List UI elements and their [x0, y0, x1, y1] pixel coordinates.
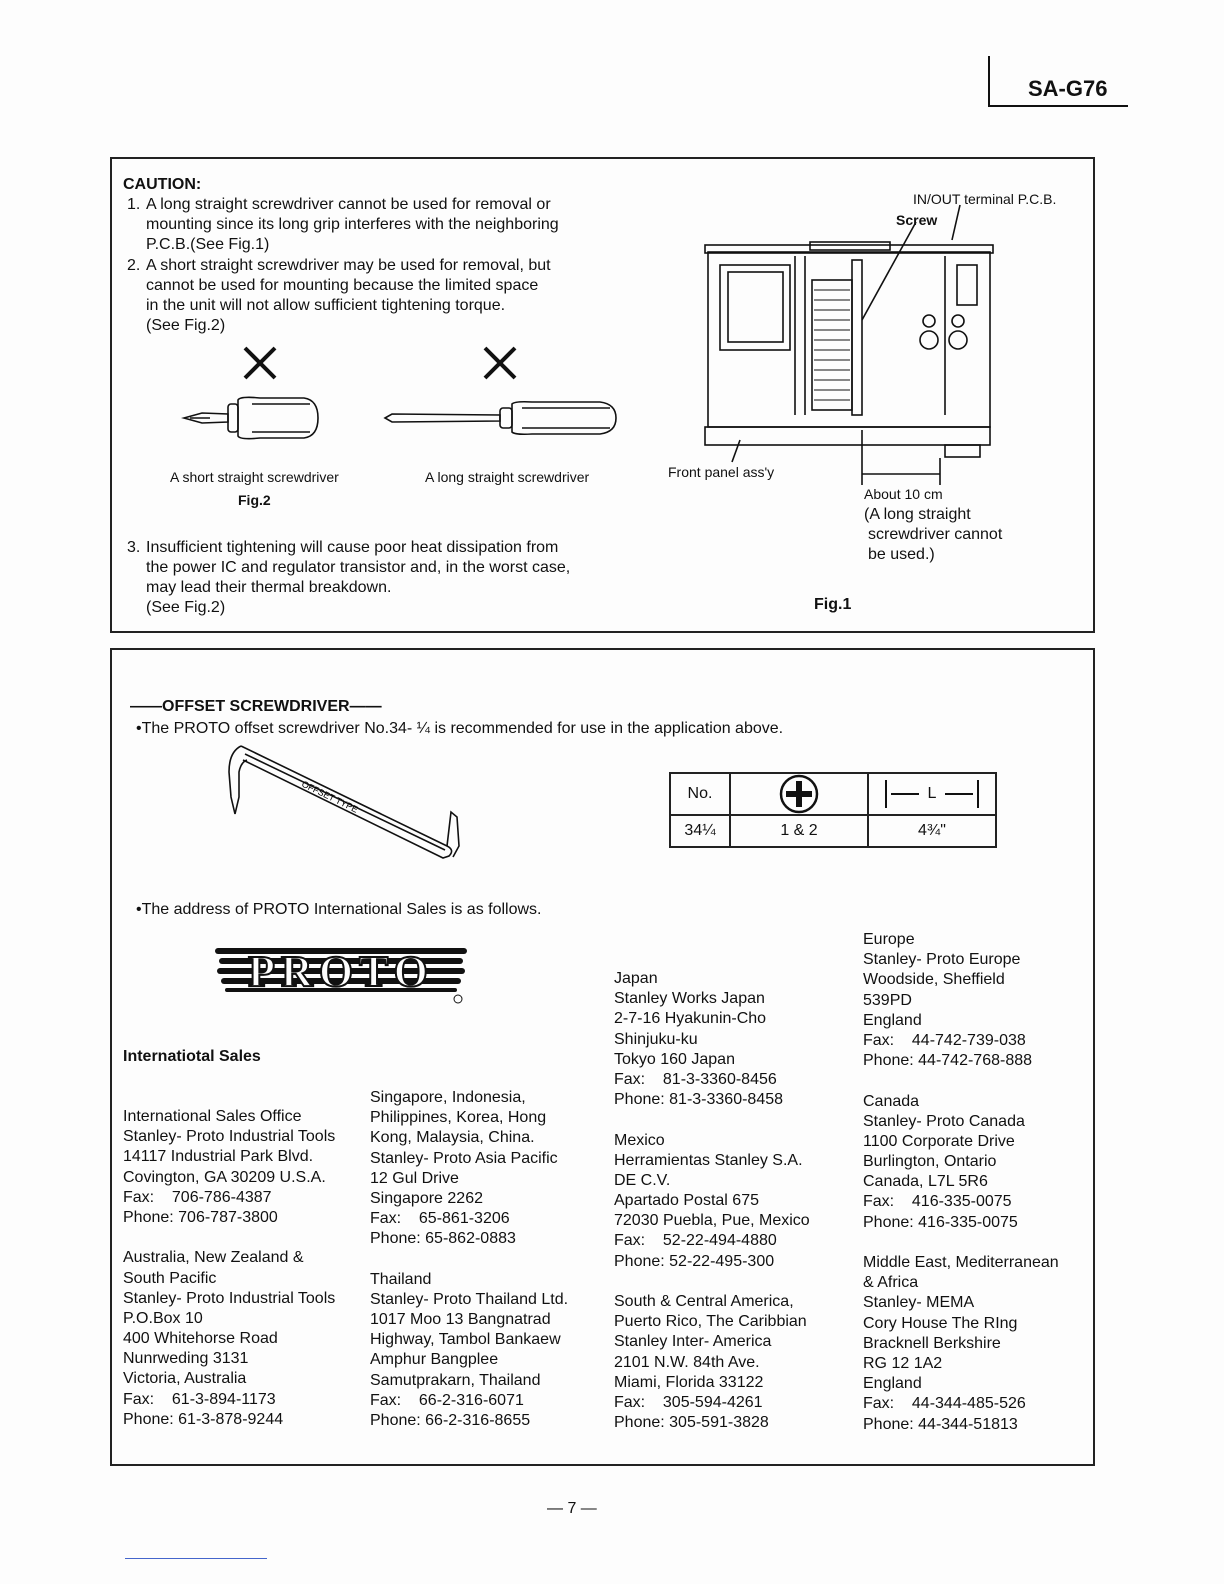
- fig1-label: Fig.1: [814, 596, 852, 613]
- screw-label: Screw: [896, 212, 938, 228]
- address-column-2: [370, 1088, 568, 1431]
- address-line: 72030 Puebla, Pue, Mexico: [614, 1212, 810, 1230]
- address-line: International Sales Office: [123, 1108, 302, 1125]
- spec-header-no: No.: [670, 773, 730, 815]
- cross-mark-icon: [485, 348, 515, 378]
- header-underline: [988, 105, 1128, 107]
- address-line: Phone: 706-787-3800: [123, 1208, 278, 1226]
- offset-tool-text: OFFSET TYPE: [300, 778, 360, 815]
- address-line: Highway, Tambol Bankaew: [370, 1331, 561, 1349]
- address-line: Victoria, Australia: [123, 1370, 247, 1388]
- address-line: Fax: 66-2-316-6071: [370, 1391, 524, 1409]
- offset-heading: ——OFFSET SCREWDRIVER——: [130, 698, 382, 715]
- address-line: Fax: 81-3-3360-8456: [614, 1070, 777, 1088]
- address-line: [863, 1071, 1059, 1091]
- address-line: Phone: 44-344-51813: [863, 1415, 1018, 1433]
- address-line: Phone: 65-862-0883: [370, 1230, 516, 1248]
- address-line: Apartado Postal 675: [614, 1192, 759, 1210]
- address-line: Miami, Florida 33122: [614, 1373, 764, 1391]
- address-line: Canada: [863, 1092, 920, 1110]
- address-line: Singapore, Indonesia,: [370, 1089, 526, 1106]
- address-line: Fax: 52-22-494-4880: [614, 1232, 777, 1250]
- address-line: Stanley Works Japan: [614, 990, 765, 1008]
- address-line: Burlington, Ontario: [863, 1153, 997, 1171]
- fig1-note-line-1: (A long straight: [864, 506, 971, 523]
- caution-title: CAUTION:: [123, 176, 202, 193]
- address-line: Stanley- Proto Thailand Ltd.: [370, 1290, 569, 1308]
- address-line: P.O.Box 10: [123, 1309, 203, 1327]
- address-line: Fax: 44-344-485-526: [863, 1395, 1026, 1413]
- address-line: Puerto Rico, The Caribbian: [614, 1313, 807, 1331]
- address-line: Phone: 52-22-495-300: [614, 1252, 775, 1270]
- address-line: Shinjuku-ku: [614, 1030, 698, 1048]
- address-line: Samutprakarn, Thailand: [370, 1371, 541, 1389]
- spec-tip-value: 1 & 2: [730, 815, 868, 847]
- address-line: Fax: 706-786-4387: [123, 1188, 272, 1206]
- address-line: Fax: 305-594-4261: [614, 1393, 763, 1411]
- address-line: Nunrweding 3131: [123, 1350, 249, 1368]
- address-line: Woodside, Sheffield: [863, 971, 1005, 989]
- address-line: Stanley- MEMA: [863, 1294, 975, 1312]
- address-line: 400 Whitehorse Road: [123, 1330, 278, 1348]
- address-line: [614, 1110, 810, 1130]
- address-line: [614, 1272, 810, 1292]
- address-line: Phone: 66-2-316-8655: [370, 1412, 531, 1429]
- spec-header-length: [868, 773, 996, 815]
- phillips-tip-icon: [779, 774, 819, 814]
- short-screwdriver-icon: [184, 397, 318, 438]
- cross-mark-icon: [245, 348, 275, 378]
- address-line: Kong, Malaysia, China.: [370, 1129, 535, 1147]
- length-label: L: [927, 785, 937, 802]
- address-line: Phone: 305-591-3828: [614, 1414, 769, 1432]
- address-line: 12 Gul Drive: [370, 1169, 459, 1187]
- address-line: & Africa: [863, 1274, 919, 1292]
- address-line: South & Central America,: [614, 1293, 794, 1310]
- address-line: [370, 1250, 568, 1270]
- address-line: 539PD: [863, 991, 912, 1009]
- address-line: Fax: 61-3-894-1173: [123, 1390, 276, 1408]
- address-line: Phone: 61-3-878-9244: [123, 1410, 284, 1428]
- spec-header-tip: [730, 773, 868, 815]
- address-line: [863, 1233, 1059, 1253]
- address-line: Phone: 44-742-768-888: [863, 1052, 1033, 1070]
- address-line: Philippines, Korea, Hong: [370, 1109, 547, 1127]
- address-line: 1017 Moo 13 Bangnatrad: [370, 1311, 551, 1329]
- front-panel-label: Front panel ass'y: [668, 464, 775, 480]
- address-line: Herramientas Stanley S.A.: [614, 1151, 803, 1169]
- address-line: RG 12 1A2: [863, 1354, 943, 1372]
- proto-logo: [215, 940, 475, 1004]
- address-line: Amphur Bangplee: [370, 1351, 499, 1369]
- address-column-4: [863, 930, 1059, 1435]
- international-sales-title: Internatiotal Sales: [123, 1048, 261, 1065]
- page-number: — 7 —: [547, 1500, 597, 1517]
- address-line: [123, 1228, 335, 1248]
- address-line: 2101 N.W. 84th Ave.: [614, 1353, 760, 1371]
- spec-table: [669, 772, 997, 848]
- bottom-rule: [125, 1558, 267, 1559]
- long-screwdriver-icon: [385, 402, 616, 435]
- address-line: Thailand: [370, 1270, 432, 1288]
- address-column-3: [614, 969, 810, 1433]
- address-line: Australia, New Zealand &: [123, 1249, 304, 1267]
- address-line: DE C.V.: [614, 1171, 671, 1189]
- model-number: SA-G76: [1028, 76, 1108, 101]
- address-line: Stanley- Proto Industrial Tools: [123, 1128, 336, 1146]
- address-line: Tokyo 160 Japan: [614, 1050, 735, 1068]
- address-line: Stanley- Proto Industrial Tools: [123, 1289, 336, 1307]
- address-line: Singapore 2262: [370, 1189, 483, 1207]
- long-screwdriver-caption: A long straight screwdriver: [425, 469, 590, 485]
- address-line: Phone: 81-3-3360-8458: [614, 1091, 784, 1109]
- fig1-note-line-3: be used.): [868, 546, 935, 563]
- address-column-1: [123, 1107, 335, 1430]
- address-line: 2-7-16 Hyakunin-Cho: [614, 1010, 767, 1028]
- header-rule: [988, 56, 990, 106]
- address-line: Europe: [863, 931, 915, 948]
- address-line: England: [863, 1011, 922, 1029]
- proto-logo-text: PROTO: [248, 947, 434, 996]
- address-line: Covington, GA 30209 U.S.A.: [123, 1168, 326, 1186]
- address-line: Cory House The RIng: [863, 1314, 1018, 1332]
- address-line: Fax: 416-335-0075: [863, 1193, 1012, 1211]
- address-line: Stanley- Proto Canada: [863, 1112, 1025, 1130]
- address-line: Bracknell Berkshire: [863, 1334, 1001, 1352]
- address-line: 1100 Corporate Drive: [863, 1132, 1015, 1150]
- address-line: 14117 Industrial Park Blvd.: [123, 1148, 314, 1166]
- address-line: Phone: 416-335-0075: [863, 1213, 1018, 1231]
- inout-terminal-label: IN/OUT terminal P.C.B.: [913, 191, 1057, 207]
- fig1-note-line-2: screwdriver cannot: [868, 526, 1003, 543]
- address-intro: •The address of PROTO International Sales is as follows.: [136, 901, 542, 918]
- address-line: Canada, L7L 5R6: [863, 1173, 988, 1191]
- address-line: Mexico: [614, 1131, 665, 1149]
- address-line: South Pacific: [123, 1269, 217, 1287]
- spec-no-value: 34¼: [670, 815, 730, 847]
- short-screwdriver-caption: A short straight screwdriver: [170, 469, 339, 485]
- about-10cm-label: About 10 cm: [864, 486, 943, 502]
- offset-recommendation: •The PROTO offset screwdriver No.34- ¼ is recommended for use in the application above.: [136, 720, 784, 737]
- address-line: Stanley- Proto Asia Pacific: [370, 1149, 558, 1167]
- address-line: England: [863, 1375, 922, 1393]
- offset-screwdriver-icon: [215, 742, 475, 862]
- address-line: Stanley- Proto Europe: [863, 951, 1021, 969]
- address-line: Fax: 65-861-3206: [370, 1210, 510, 1228]
- spec-length-value: 4¾": [868, 815, 996, 847]
- fig2-drawing: [170, 338, 630, 450]
- address-line: Stanley Inter- America: [614, 1333, 772, 1351]
- address-line: Fax: 44-742-739-038: [863, 1031, 1026, 1049]
- fig1-unit-drawing: [700, 200, 1000, 490]
- address-line: Japan: [614, 970, 658, 987]
- address-line: Middle East, Mediterranean: [863, 1254, 1059, 1271]
- fig2-label: Fig.2: [238, 492, 271, 508]
